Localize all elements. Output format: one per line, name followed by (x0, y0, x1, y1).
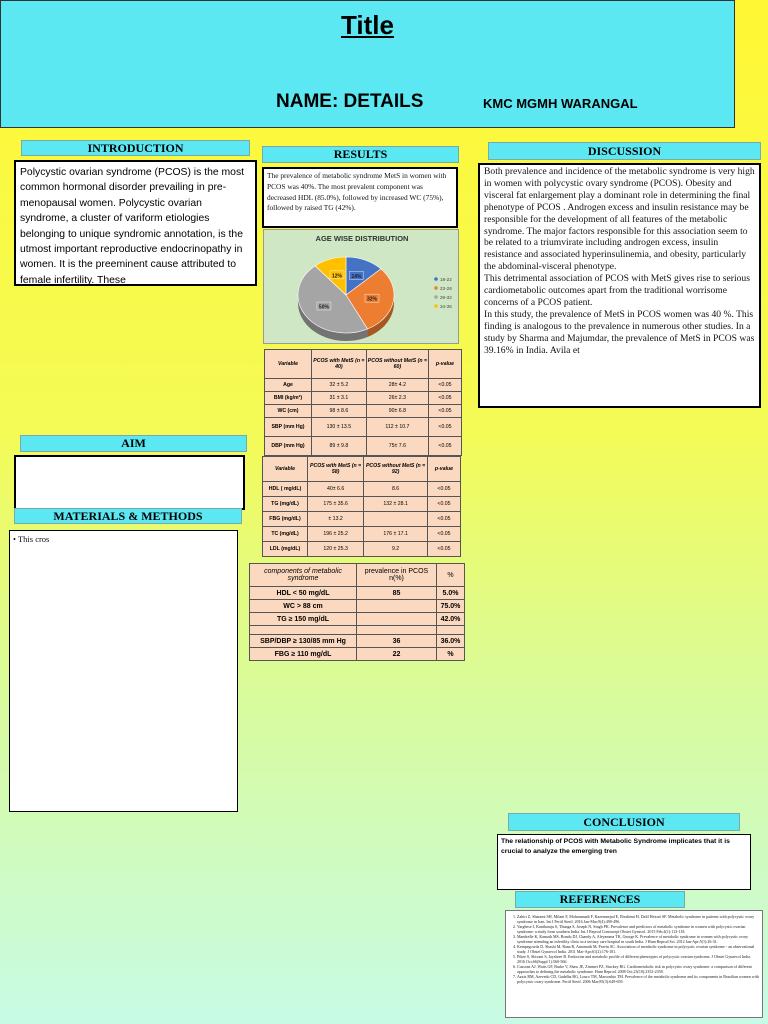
table2-header-cell: Variable (263, 457, 308, 482)
table-row (250, 626, 465, 635)
table3-cell: 85 (357, 587, 437, 600)
table1-cell: 31 ± 3.1 (312, 392, 367, 405)
reference-item: 5. Pikee S, Shivani S, Jayshree B. Endocrine and metabolic profile of different phenotypes of polycystic ovarian syndrome. J Obstet Gynaecol India. 2016 Oct;66(Suppl 1):560-566. (517, 954, 759, 964)
institution-name: KMC MGMH WARANGAL (483, 96, 638, 111)
table2-cell: 132 ± 28.1 (364, 497, 428, 512)
pie-legend (434, 277, 452, 309)
table1-cell: 32 ± 5.2 (312, 379, 367, 392)
reference-item: 2. Varghese J, Kantharaju S, Thunga S, Joseph N, Singh PK. Prevalence and predictors of metabolic syndrome in women with polycystic ovarian syndrome: a study from southern India. Int J Reprod Contracept Obstet Gynecol. 2015 Feb;4(1):113-118. (517, 924, 759, 934)
conclusion-heading: CONCLUSION (508, 813, 740, 831)
table-row (250, 587, 465, 600)
materials-box (9, 530, 238, 812)
legend-label: 29-32 (440, 294, 452, 300)
table1-cell: WC (cm) (265, 405, 312, 418)
table2-cell: <0.05 (428, 482, 461, 497)
pie-data-label: 32% (366, 296, 378, 303)
table2-cell: 196 ± 25.2 (308, 527, 364, 542)
table3-cell: HDL < 50 mg/dL (250, 587, 357, 600)
table1-cell: <0.05 (429, 418, 462, 437)
materials-heading: MATERIALS & METHODS (14, 508, 242, 524)
references-heading: REFERENCES (515, 891, 685, 908)
table2-cell: 40± 6.6 (308, 482, 364, 497)
table3-cell: SBP/DBP ≥ 130/85 mm Hg (250, 635, 357, 648)
table-row (263, 542, 461, 557)
table3-cell: 42.0% (437, 613, 465, 626)
table1-cell: BMI (kg/m²) (265, 392, 312, 405)
table1-header-cell: Variable (265, 350, 312, 379)
table1-cell: SBP (mm Hg) (265, 418, 312, 437)
table2-cell: FBG (mg/dL) (263, 512, 308, 527)
table3-cell: FBG ≥ 110 mg/dL (250, 648, 357, 661)
table2-cell (364, 512, 428, 527)
age-distribution-chart (263, 229, 459, 344)
reference-item: 1. Zahiri Z, Sharami SH, Milani F, Mohammadi F, Kazemnejad E, Ebrahimi H, Dalil Heirati SF. Metabolic syndrome in patients with polycystic ovary syndrome in Iran. Int J Fertil Steril. 2016 Jan-Mar;9(4):490-496. (517, 914, 759, 924)
table2-cell: LDL (mg/dL) (263, 542, 308, 557)
discussion-p2: This detrimental association of PCOS with MetS gives rise to serious cardiometabolic outcomes apart from the traditional worrisome concerns of a PCOS patient. (484, 273, 750, 308)
pie-data-label: 50% (318, 304, 329, 311)
table2-cell: 175 ± 35.6 (308, 497, 364, 512)
table2-header-cell: PCOS without MetS (n = 92) (364, 457, 428, 482)
table2-cell: ± 13.2 (308, 512, 364, 527)
table1-cell: 26± 2.3 (366, 392, 428, 405)
table-row (265, 379, 462, 392)
table1-cell: 90± 6.8 (366, 405, 428, 418)
legend-marker (434, 304, 438, 308)
table2-cell: TC (mg/dL) (263, 527, 308, 542)
table-row (250, 600, 465, 613)
discussion-p3: In this study, the prevalence of MetS in PCOS women was 40 %. This finding is analogous to the prevalence in numerous other studies. In a study by Sharma and Majumdar, the prevalence of MetS in PCOS was 39.16% in India. Avila et (484, 308, 755, 356)
lipid-table (262, 456, 461, 557)
table2-cell: <0.05 (428, 497, 461, 512)
table2-cell: <0.05 (428, 542, 461, 557)
conclusion-text: The relationship of PCOS with Metabolic Syndrome implicates that it is crucial to analyze the emerging tren (501, 838, 730, 855)
results-heading: RESULTS (262, 146, 459, 163)
references-list (508, 914, 759, 984)
reference-item: 7. Azziz RM, Azevedo CD, Gadelha BG, Louro TM, Marsonhio TM. Prevalence of the metabolic syndrome and its components in Brazilian women with polycystic ovary syndrome. Fertil Steril. 2006 Mar;85(3):649-659. (517, 974, 759, 984)
materials-text: • This cros (13, 534, 50, 544)
materials-text-content: This cros (17, 534, 50, 544)
table2-cell: TG (mg/dL) (263, 497, 308, 512)
table3-cell: 22 (357, 648, 437, 661)
table1-cell: 75± 7.6 (366, 437, 428, 456)
table-row (263, 497, 461, 512)
table2-cell: 9.2 (364, 542, 428, 557)
table1-header-cell: PCOS with MetS (n = 40) (312, 350, 367, 379)
table3-cell: 5.0% (437, 587, 465, 600)
table1-header-cell: p-value (429, 350, 462, 379)
table-row (250, 613, 465, 626)
legend-label: 18-22 (440, 276, 452, 282)
table3-cell (437, 626, 465, 635)
table1-cell: <0.05 (429, 405, 462, 418)
discussion-p1: Both prevalence and incidence of the metabolic syndrome is very high in women with polycystic ovary syndrome (PCOS). Obesity and visceral fat enlargement play a dominant role in determining the final phenotype of PCOS . Androgen excess and insulin resistance may be responsible for the development of all features of the metabolic syndrome. The major factors responsible for this association seem to be related to a triumvirate including androgen excess, insulin resistance and associated hyperinsulinemia, and obesity, particularly the abdominal-visceral phenotype. (484, 166, 755, 273)
table3-cell: 75.0% (437, 600, 465, 613)
results-text: The prevalence of metabolic syndrome MetS in women with PCOS was 40%. The most prevalent component was decreased HDL (85.0%), followed by increased WC (75%), followed by raised TG (42%). (267, 171, 447, 213)
conclusion-box (497, 834, 751, 890)
table-row (263, 482, 461, 497)
table3-header-cell: % (437, 564, 465, 587)
introduction-box (14, 160, 257, 286)
table1-header-cell: PCOS without MetS (n = 60) (366, 350, 428, 379)
table2-cell: 120 ± 25.3 (308, 542, 364, 557)
table-row (263, 527, 461, 542)
table3-cell: 36.0% (437, 635, 465, 648)
pie-chart-svg (264, 230, 460, 345)
table1-cell: <0.05 (429, 392, 462, 405)
table-row (265, 405, 462, 418)
aim-box (14, 455, 245, 510)
legend-label: 23-26 (440, 285, 452, 291)
table-row (263, 512, 461, 527)
table1-cell: <0.05 (429, 437, 462, 456)
poster-title: Title (341, 10, 394, 40)
table3-cell: TG ≥ 150 mg/dL (250, 613, 357, 626)
reference-item: 6. Cussons AJ, Watts GF, Burke V, Shaw JE, Zimmet PZ, Stuckey BG. Cardiometabolic risk in polycystic ovary syndrome: a comparison of different approaches to defining the metabolic syndrome. Hum Reprod. 2008 Oct;23(10):2352-2358. (517, 964, 759, 974)
table3-header-cell: prevalence in PCOS n(%) (357, 564, 437, 587)
table1-cell: 89 ± 9.8 (312, 437, 367, 456)
table-row (250, 648, 465, 661)
aim-heading: AIM (20, 435, 247, 452)
table-row (250, 635, 465, 648)
table2-cell: 8.6 (364, 482, 428, 497)
table1-cell: DBP (mm Hg) (265, 437, 312, 456)
table2-cell: <0.05 (428, 512, 461, 527)
results-box (262, 167, 458, 228)
chart-title: AGE WISE DISTRIBUTION (315, 234, 409, 243)
table2-header-cell: p-value (428, 457, 461, 482)
components-table (249, 563, 465, 661)
table-row (265, 418, 462, 437)
legend-label: 34-36 (440, 303, 452, 309)
references-box (505, 910, 763, 1018)
legend-marker (434, 295, 438, 299)
table2-header-cell: PCOS with MetS (n = 58) (308, 457, 364, 482)
table1-cell: 28± 4.2 (366, 379, 428, 392)
table-row (265, 392, 462, 405)
table1-cell: Age (265, 379, 312, 392)
discussion-heading: DISCUSSION (488, 142, 761, 160)
pie-slices (298, 257, 394, 333)
introduction-heading: INTRODUCTION (21, 140, 250, 156)
table3-cell (357, 600, 437, 613)
clinical-table (264, 349, 462, 456)
introduction-text: Polycystic ovarian syndrome (PCOS) is the most common hormonal disorder prevailing in pre-menopausal women. Polycystic ovarian syndrome, a cluster of variform etiologies belonging to unique syndromic annotation, is the utmost important reproductive endocrinopathy in women. It is the preeminent cause attributed to female infertility. These (20, 167, 245, 286)
table1-cell: 130 ± 13.5 (312, 418, 367, 437)
table3-cell (250, 626, 357, 635)
table1-cell: 112 ± 10.7 (366, 418, 428, 437)
table3-cell (357, 613, 437, 626)
table1-cell: 98 ± 8.6 (312, 405, 367, 418)
pie-data-label: 12% (331, 273, 342, 280)
pie-data-label: 14% (351, 273, 362, 280)
table3-cell: 36 (357, 635, 437, 648)
table3-cell: % (437, 648, 465, 661)
table3-header-cell: components of metabolic syndrome (250, 564, 357, 587)
legend-marker (434, 286, 438, 290)
table3-cell: WC > 88 cm (250, 600, 357, 613)
legend-marker (434, 277, 438, 281)
reference-item: 3. Mandrelle K, Kamath MS, Bondu DJ, Chandy A, Aleyamma TK, George K. Prevalence of metabolic syndrome in women with polycystic ovary syndrome attending an infertility clinic in a tertiary care hospital in south India. J Hum Reprod Sci. 2012 Jan-Apr;5(1):26-31. (517, 934, 759, 944)
table2-cell: HDL ( mg/dL) (263, 482, 308, 497)
table2-cell: <0.05 (428, 527, 461, 542)
author-name: NAME: DETAILS (276, 91, 424, 112)
discussion-box (478, 163, 761, 408)
reference-item: 4. Kempegowda D, Shashi M, Rana R, Amarnath M, Pravin SC. Association of metabolic syndrome in polycystic ovarian syndrome - an observational study. J Obstet Gynaecol India. 2011 Mar-Apr;61(2):176-181. (517, 944, 759, 954)
table2-cell: 176 ± 17.1 (364, 527, 428, 542)
table3-cell (357, 626, 437, 635)
table-row (265, 437, 462, 456)
table1-cell: <0.05 (429, 379, 462, 392)
